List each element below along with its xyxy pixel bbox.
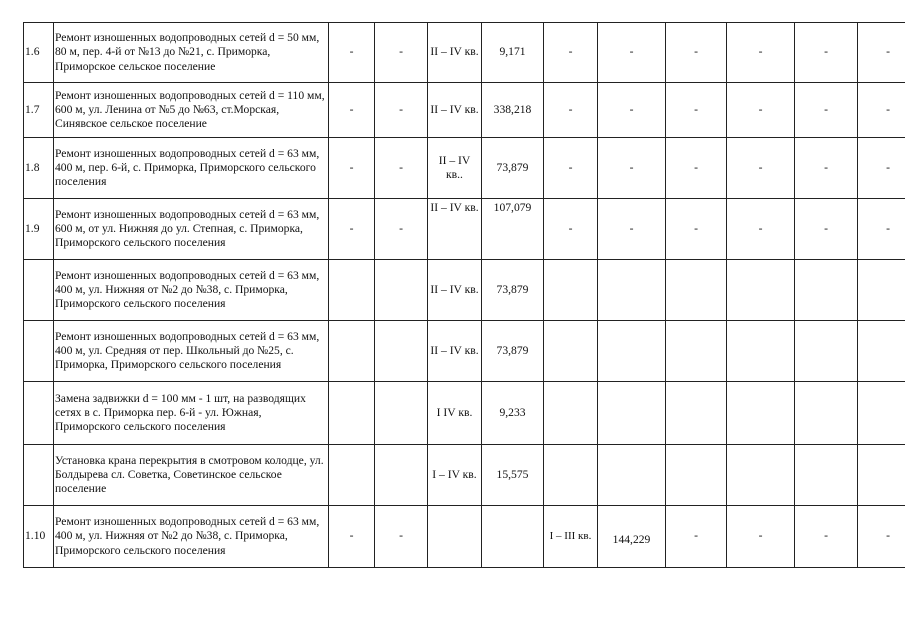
row-description: Ремонт изношенных водопроводных сетей d = 63 мм, 400 м, ул. Нижняя от №2 до №38, с. Приморка, Приморского сельского поселения [54,260,329,321]
period-cell: II – IV кв. [428,199,482,260]
cell [544,321,598,382]
row-description: Ремонт изношенных водопроводных сетей d = 63 мм, 600 м, от ул. Нижняя до ул. Степная, с. Приморка, Приморского сельского поселения [54,199,329,260]
period-cell: II – IV кв. [428,321,482,382]
cell: - [375,506,428,568]
cell: - [329,138,375,199]
period-cell: II – IV кв. [428,83,482,138]
row-description: Установка крана перекрытия в смотровом колодце, ул. Болдырева сл. Советка, Советинское сельское поселение [54,445,329,506]
row-description: Ремонт изношенных водопроводных сетей d = 110 мм, 600 м, ул. Ленина от №5 до №63, ст.Морская, Синявское сельское поселение [54,83,329,138]
cell [598,382,666,445]
table-row [24,382,905,445]
cell: - [598,138,666,199]
row-description: Ремонт изношенных водопроводных сетей d = 63 мм, 400 м, ул. Средняя от пер. Школьный до №25, с. Приморка, Приморского сельского поселения [54,321,329,382]
cell [666,382,727,445]
cell: - [858,138,905,199]
row-description: Ремонт изношенных водопроводных сетей d = 63 мм, 400 м, пер. 6-й, с. Приморка, Приморского сельского поселения [54,138,329,199]
cell: - [329,83,375,138]
amount-cell: 9,171 [482,23,544,83]
cell [727,382,795,445]
table-row [24,321,905,382]
cell: - [727,199,795,260]
cell: - [795,23,858,83]
cell: - [544,199,598,260]
amount-cell: 107,079 [482,199,544,260]
table-row [24,199,905,260]
row-description: Замена задвижки d = 100 мм - 1 шт, на разводящих сетях в с. Приморка пер. 6-й - ул. Южная, Приморского сельского поселения [54,382,329,445]
cell: - [375,199,428,260]
cell: - [375,83,428,138]
cell: - [544,23,598,83]
table-row [24,445,905,506]
cell [666,321,727,382]
row-description: Ремонт изношенных водопроводных сетей d = 63 мм, 400 м, ул. Нижняя от №2 до №38, с. Приморка, Приморского сельского поселения [54,506,329,568]
cell [666,445,727,506]
cell [375,321,428,382]
row-number [24,445,54,506]
cell [598,260,666,321]
period-cell: I – III кв. [544,506,598,568]
row-number: 1.10 [24,506,54,568]
cell [858,260,905,321]
cell: - [666,506,727,568]
cell [795,445,858,506]
cell: - [795,138,858,199]
row-number: 1.8 [24,138,54,199]
cell: - [544,83,598,138]
cell: - [666,83,727,138]
period-cell: I – IV кв. [428,445,482,506]
row-number: 1.7 [24,83,54,138]
cell [329,260,375,321]
row-number [24,260,54,321]
cell: - [795,199,858,260]
row-number: 1.6 [24,23,54,83]
cell: - [858,199,905,260]
amount-cell: 9,233 [482,382,544,445]
cell [858,382,905,445]
amount-cell: 73,879 [482,321,544,382]
cell [598,321,666,382]
amount-cell: 144,229 [598,506,666,568]
amount-cell: 73,879 [482,138,544,199]
amount-cell: 15,575 [482,445,544,506]
cell: - [795,83,858,138]
cell: - [544,138,598,199]
amount-cell [482,506,544,568]
cell [544,382,598,445]
cell [727,445,795,506]
cell [858,321,905,382]
period-cell: I IV кв. [428,382,482,445]
works-table [23,22,905,568]
period-cell: II – IV кв. [428,260,482,321]
cell: - [727,506,795,568]
cell [544,260,598,321]
cell: - [727,138,795,199]
row-description: Ремонт изношенных водопроводных сетей d = 50 мм, 80 м, пер. 4-й от №13 до №21, с. Приморка, Приморское сельское поселение [54,23,329,83]
table-row [24,260,905,321]
cell: - [666,199,727,260]
cell: - [858,83,905,138]
cell [375,382,428,445]
cell [666,260,727,321]
cell: - [329,23,375,83]
cell [598,445,666,506]
cell [544,445,598,506]
table-row [24,23,905,83]
cell [329,445,375,506]
cell [375,445,428,506]
cell [329,321,375,382]
amount-cell: 73,879 [482,260,544,321]
cell [727,260,795,321]
table-row [24,83,905,138]
table-row [24,506,905,568]
cell: - [329,199,375,260]
cell: - [727,83,795,138]
row-number [24,321,54,382]
cell [795,382,858,445]
cell: - [598,23,666,83]
cell: - [727,23,795,83]
period-cell: II – IV кв.. [428,138,482,199]
cell: - [666,23,727,83]
row-number [24,382,54,445]
amount-cell: 338,218 [482,83,544,138]
cell: - [858,506,905,568]
cell [795,260,858,321]
period-cell [428,506,482,568]
cell: - [375,23,428,83]
cell: - [795,506,858,568]
cell: - [375,138,428,199]
cell [795,321,858,382]
cell: - [598,83,666,138]
cell: - [666,138,727,199]
cell [329,382,375,445]
table-row [24,138,905,199]
cell [727,321,795,382]
cell: - [329,506,375,568]
cell [375,260,428,321]
period-cell: II – IV кв. [428,23,482,83]
row-number: 1.9 [24,199,54,260]
cell [858,445,905,506]
cell: - [598,199,666,260]
cell: - [858,23,905,83]
